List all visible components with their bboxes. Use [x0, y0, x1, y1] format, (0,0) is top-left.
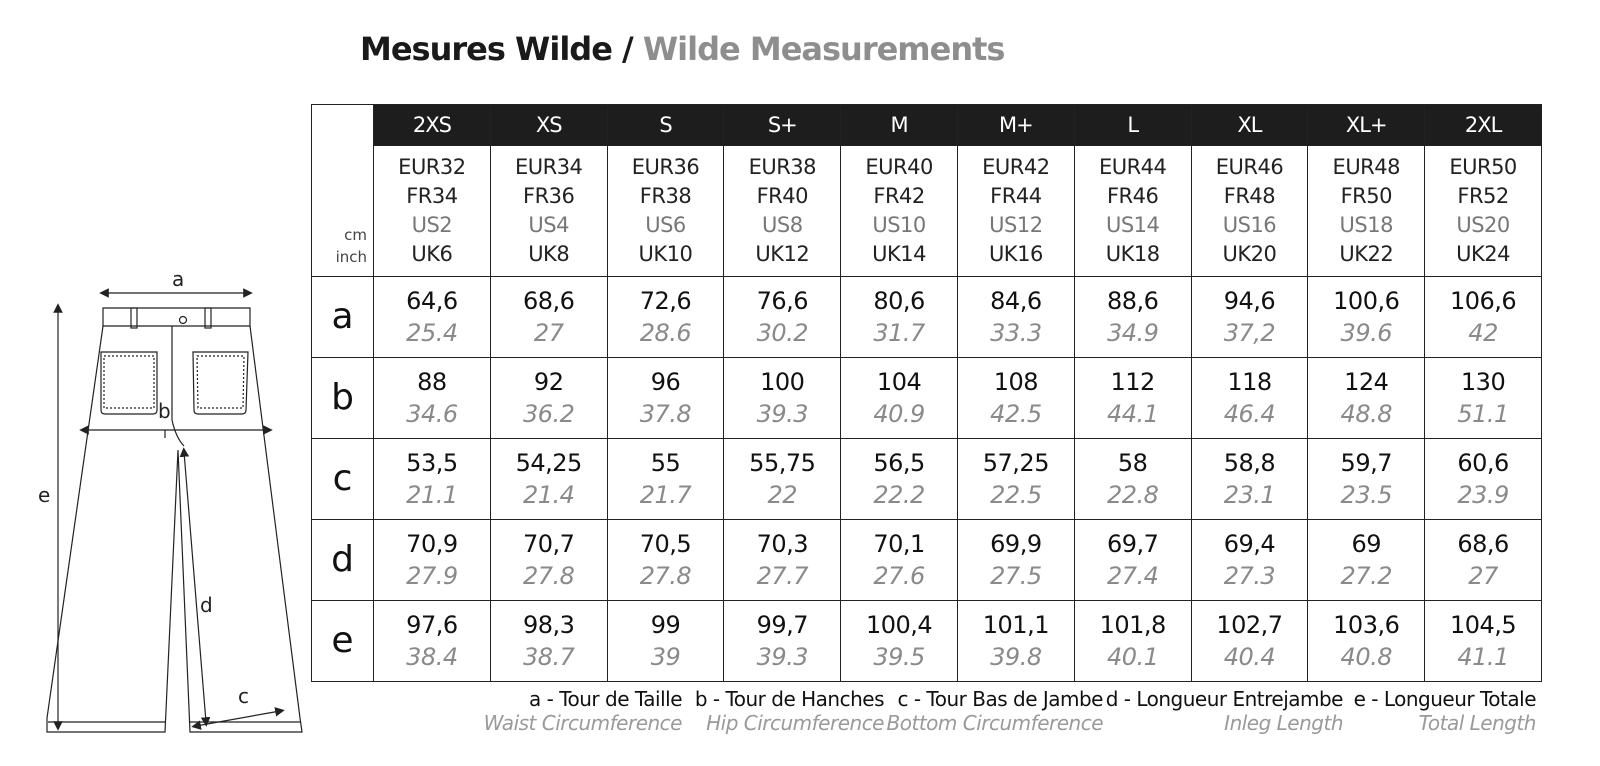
value-cm: 102,7: [1216, 610, 1283, 639]
legend-item-b: [695, 686, 884, 734]
us-size: US4: [528, 212, 569, 237]
value-cm: 55: [650, 448, 681, 477]
value-cm: 118: [1227, 367, 1272, 396]
us-size: US10: [872, 212, 926, 237]
value-cm: 56,5: [873, 448, 925, 477]
measurement-cell: [957, 276, 1074, 357]
measurement-cell: [374, 276, 491, 357]
unit-label-cell: [312, 146, 374, 277]
measurement-cell: [607, 438, 724, 519]
diagram-label-a: a: [172, 267, 185, 291]
measurement-cell: [841, 600, 958, 681]
value-cm: 80,6: [873, 286, 925, 315]
value-inch: 27.2: [1340, 561, 1392, 590]
uk-size: UK16: [988, 241, 1043, 266]
value-cm: 58,8: [1223, 448, 1276, 477]
value-cm: 101,1: [982, 610, 1049, 639]
value-cm: 59,7: [1340, 448, 1392, 477]
value-cm: 94,6: [1223, 286, 1276, 315]
value-inch: 39.6: [1340, 318, 1392, 347]
eur-size: EUR50: [1449, 154, 1517, 179]
measurement-cell: [1308, 600, 1425, 681]
value-cm: 70,3: [756, 529, 808, 558]
measurement-cell: [1074, 519, 1191, 600]
value-cm: 69,4: [1223, 529, 1276, 558]
uk-size: UK8: [528, 241, 570, 266]
size-equivalents-cell: [1425, 146, 1542, 277]
value-cm: 76,6: [756, 286, 808, 315]
unit-inch-label: inch: [335, 247, 367, 266]
value-cm: 101,8: [1099, 610, 1166, 639]
measurement-cell: [1308, 519, 1425, 600]
value-cm: 68,6: [522, 286, 575, 315]
legend-english: Bottom Circumference: [886, 711, 1103, 735]
measurement-row-a: [312, 276, 1542, 357]
uk-size: UK18: [1105, 241, 1160, 266]
value-cm: 97,6: [406, 610, 458, 639]
title-french: Mesures Wilde: [360, 30, 612, 68]
value-inch: 37.8: [639, 399, 692, 428]
value-inch: 27: [533, 318, 564, 347]
measurement-row-d: [312, 519, 1542, 600]
size-equivalence-row: [312, 146, 1542, 277]
size-equivalents-cell: [490, 146, 607, 277]
measurement-cell: [374, 438, 491, 519]
value-inch: 23.1: [1223, 480, 1276, 509]
value-cm: 84,6: [990, 286, 1042, 315]
measurement-cell: [1074, 438, 1191, 519]
value-inch: 34.6: [406, 399, 458, 428]
value-cm: 88,6: [1106, 286, 1159, 315]
size-equivalents-cell: [957, 146, 1074, 277]
value-inch: 42.5: [990, 399, 1042, 428]
page-title: [360, 30, 1004, 68]
size-equivalents-cell: [724, 146, 841, 277]
size-header-m-plus: M+: [957, 105, 1074, 146]
measurement-cell: [607, 600, 724, 681]
value-cm: 53,5: [406, 448, 458, 477]
value-cm: 106,6: [1449, 286, 1517, 315]
value-cm: 99: [650, 610, 681, 639]
uk-size: UK22: [1339, 241, 1394, 266]
measurement-cell: [1191, 438, 1308, 519]
value-cm: 92: [533, 367, 564, 396]
measurement-cell: [1074, 600, 1191, 681]
value-inch: 40.9: [873, 399, 925, 428]
size-equivalents-cell: [1191, 146, 1308, 277]
value-cm: 55,75: [749, 448, 816, 477]
measurement-cell: [841, 519, 958, 600]
fr-size: FR40: [756, 183, 808, 208]
measurement-label: a: [312, 276, 374, 357]
diagram-label-b: b: [158, 399, 171, 423]
measurement-cell: [724, 357, 841, 438]
fr-size: FR48: [1223, 183, 1276, 208]
size-chart-table: [311, 104, 1542, 682]
measurement-cell: [374, 357, 491, 438]
value-cm: 88: [417, 367, 447, 396]
measurement-cell: [957, 600, 1074, 681]
legend-item-c: [887, 686, 1103, 734]
value-inch: 36.2: [522, 399, 575, 428]
measurement-cell: [1074, 357, 1191, 438]
value-cm: 108: [993, 367, 1039, 396]
value-inch: 39.5: [873, 642, 925, 671]
value-inch: 31.7: [873, 318, 925, 347]
us-size: US12: [989, 212, 1043, 237]
value-cm: 124: [1344, 367, 1389, 396]
value-inch: 22.8: [1106, 480, 1159, 509]
measurement-cell: [724, 438, 841, 519]
value-inch: 22.2: [873, 480, 925, 509]
size-header-2xl: 2XL: [1425, 105, 1542, 146]
eur-size: EUR38: [748, 154, 817, 179]
measurement-cell: [1308, 438, 1425, 519]
us-size: US18: [1339, 212, 1393, 237]
measurement-label: e: [312, 600, 374, 681]
value-inch: 27: [1468, 561, 1498, 590]
value-inch: 27.3: [1223, 561, 1276, 590]
value-inch: 33.3: [990, 318, 1042, 347]
value-cm: 69,7: [1106, 529, 1159, 558]
value-inch: 41.1: [1457, 642, 1509, 671]
value-inch: 40.8: [1340, 642, 1392, 671]
size-equivalents-cell: [841, 146, 958, 277]
value-cm: 96: [650, 367, 681, 396]
measurement-cell: [724, 600, 841, 681]
value-inch: 37,2: [1223, 318, 1276, 347]
us-size: US16: [1222, 212, 1277, 237]
legend-french: e - Longueur Totale: [1353, 687, 1536, 711]
size-header-xs: XS: [490, 105, 607, 146]
measurement-row-c: [312, 438, 1542, 519]
measurement-cell: [1425, 357, 1542, 438]
fr-size: FR46: [1106, 183, 1159, 208]
size-equivalents-cell: [1074, 146, 1191, 277]
fr-size: FR44: [990, 183, 1042, 208]
uk-size: UK12: [755, 241, 810, 266]
measurement-cell: [1425, 438, 1542, 519]
uk-size: UK6: [411, 241, 453, 266]
measurement-cell: [1308, 357, 1425, 438]
value-inch: 38.7: [522, 642, 575, 671]
measurement-cell: [724, 276, 841, 357]
measurement-cell: [957, 357, 1074, 438]
value-cm: 70,5: [639, 529, 692, 558]
us-size: US14: [1105, 212, 1160, 237]
title-separator: /: [622, 30, 633, 68]
measurement-cell: [841, 276, 958, 357]
value-inch: 40.4: [1223, 642, 1276, 671]
value-inch: 27.8: [522, 561, 575, 590]
value-cm: 104,5: [1449, 610, 1517, 639]
value-cm: 130: [1460, 367, 1506, 396]
legend-english: Total Length: [1418, 711, 1536, 735]
value-inch: 23.9: [1457, 480, 1509, 509]
size-header-2xs: 2XS: [374, 105, 491, 146]
size-header-s-plus: S+: [724, 105, 841, 146]
eur-size: EUR32: [398, 154, 466, 179]
value-inch: 27.5: [990, 561, 1042, 590]
legend: [0, 686, 1600, 746]
value-inch: 22: [767, 480, 798, 509]
legend-french: c - Tour Bas de Jambe: [897, 687, 1103, 711]
fr-size: FR50: [1340, 183, 1392, 208]
value-cm: 57,25: [982, 448, 1049, 477]
value-cm: 64,6: [406, 286, 458, 315]
uk-size: UK14: [872, 241, 927, 266]
value-cm: 69: [1351, 529, 1382, 558]
value-inch: 27.9: [406, 561, 458, 590]
uk-size: UK10: [638, 241, 693, 266]
value-cm: 58: [1117, 448, 1148, 477]
measurement-cell: [607, 519, 724, 600]
value-inch: 22.5: [990, 480, 1042, 509]
unit-cm-label: cm: [344, 225, 367, 244]
measurement-cell: [1191, 600, 1308, 681]
size-header-row: [312, 105, 1542, 146]
measurement-cell: [490, 519, 607, 600]
value-inch: 30.2: [756, 318, 808, 347]
legend-item-a: [484, 686, 682, 734]
measurement-label: c: [312, 438, 374, 519]
us-size: US2: [411, 212, 453, 237]
eur-size: EUR34: [514, 154, 583, 179]
measurement-cell: [1425, 519, 1542, 600]
diagram-label-e: e: [38, 483, 51, 507]
value-inch: 25.4: [406, 318, 458, 347]
value-cm: 70,9: [406, 529, 458, 558]
value-inch: 27.6: [873, 561, 925, 590]
value-cm: 70,1: [873, 529, 925, 558]
uk-size: UK20: [1222, 241, 1277, 266]
title-english: Wilde Measurements: [642, 30, 1005, 68]
value-inch: 27.7: [756, 561, 808, 590]
value-cm: 69,9: [990, 529, 1042, 558]
value-cm: 100,4: [865, 610, 933, 639]
measurement-cell: [607, 357, 724, 438]
value-inch: 48.8: [1340, 399, 1392, 428]
value-cm: 104: [876, 367, 922, 396]
size-header-s: S: [607, 105, 724, 146]
size-header-xl-plus: XL+: [1308, 105, 1425, 146]
measurement-cell: [1191, 357, 1308, 438]
value-inch: 51.1: [1457, 399, 1509, 428]
measurement-cell: [1425, 600, 1542, 681]
value-inch: 21.4: [522, 480, 575, 509]
legend-english: Inleg Length: [1224, 711, 1343, 735]
value-cm: 54,25: [515, 448, 582, 477]
measurement-cell: [841, 438, 958, 519]
value-cm: 112: [1110, 367, 1155, 396]
value-inch: 38.4: [406, 642, 458, 671]
measurement-cell: [1191, 519, 1308, 600]
eur-size: EUR42: [982, 154, 1050, 179]
eur-size: EUR36: [631, 154, 700, 179]
value-cm: 100: [760, 367, 805, 396]
us-size: US20: [1456, 212, 1510, 237]
legend-french: a - Tour de Taille: [529, 687, 682, 711]
corner-cell: [312, 105, 374, 146]
trousers-diagram: [0, 260, 310, 760]
measurement-cell: [1191, 276, 1308, 357]
measurement-cell: [374, 519, 491, 600]
eur-size: EUR40: [865, 154, 933, 179]
value-inch: 42: [1468, 318, 1498, 347]
us-size: US6: [645, 212, 686, 237]
size-header-xl: XL: [1191, 105, 1308, 146]
measurement-cell: [1074, 276, 1191, 357]
legend-french: b - Tour de Hanches: [694, 687, 884, 711]
value-cm: 72,6: [639, 286, 692, 315]
measurement-cell: [490, 276, 607, 357]
measurement-row-e: [312, 600, 1542, 681]
eur-size: EUR44: [1098, 154, 1167, 179]
measurement-row-b: [312, 357, 1542, 438]
fr-size: FR34: [406, 183, 458, 208]
measurement-label: d: [312, 519, 374, 600]
legend-english: Hip Circumference: [706, 711, 884, 735]
diagram-label-d: d: [200, 593, 213, 617]
measurement-cell: [490, 438, 607, 519]
size-equivalents-cell: [374, 146, 491, 277]
legend-item-d: [1106, 686, 1343, 734]
legend-english: Waist Circumference: [483, 711, 682, 735]
value-inch: 39.3: [756, 399, 808, 428]
value-cm: 70,7: [522, 529, 575, 558]
fr-size: FR36: [522, 183, 575, 208]
measurement-label: b: [312, 357, 374, 438]
value-inch: 27.4: [1106, 561, 1159, 590]
measurement-cell: [607, 276, 724, 357]
size-header-l: L: [1074, 105, 1191, 146]
measurement-cell: [957, 438, 1074, 519]
measurement-cell: [1308, 276, 1425, 357]
size-header-m: M: [841, 105, 958, 146]
value-inch: 27.8: [639, 561, 692, 590]
value-inch: 40.1: [1106, 642, 1159, 671]
value-cm: 99,7: [756, 610, 808, 639]
value-cm: 68,6: [1457, 529, 1509, 558]
value-inch: 21.7: [639, 480, 692, 509]
eur-size: EUR46: [1215, 154, 1284, 179]
diagram-label-c: c: [238, 684, 249, 708]
fr-size: FR38: [639, 183, 692, 208]
eur-size: EUR48: [1332, 154, 1400, 179]
value-inch: 44.1: [1106, 399, 1159, 428]
uk-size: UK24: [1456, 241, 1510, 266]
value-inch: 39.3: [756, 642, 808, 671]
us-size: US8: [762, 212, 803, 237]
measurement-cell: [1425, 276, 1542, 357]
value-cm: 98,3: [522, 610, 575, 639]
measurement-cell: [957, 519, 1074, 600]
measurement-cell: [724, 519, 841, 600]
measurement-cell: [490, 600, 607, 681]
value-inch: 39: [650, 642, 681, 671]
value-cm: 100,6: [1333, 286, 1400, 315]
fr-size: FR52: [1457, 183, 1509, 208]
value-inch: 46.4: [1223, 399, 1276, 428]
value-inch: 39.8: [990, 642, 1042, 671]
size-equivalents-cell: [607, 146, 724, 277]
fr-size: FR42: [873, 183, 925, 208]
value-cm: 60,6: [1457, 448, 1509, 477]
legend-item-e: [1354, 686, 1536, 734]
value-inch: 23.5: [1340, 480, 1392, 509]
value-inch: 21.1: [406, 480, 458, 509]
measurement-cell: [374, 600, 491, 681]
value-inch: 34.9: [1106, 318, 1159, 347]
measurement-cell: [490, 357, 607, 438]
value-inch: 28.6: [639, 318, 692, 347]
measurement-cell: [841, 357, 958, 438]
value-cm: 103,6: [1333, 610, 1400, 639]
size-equivalents-cell: [1308, 146, 1425, 277]
legend-french: d - Longueur Entrejambe: [1105, 687, 1343, 711]
